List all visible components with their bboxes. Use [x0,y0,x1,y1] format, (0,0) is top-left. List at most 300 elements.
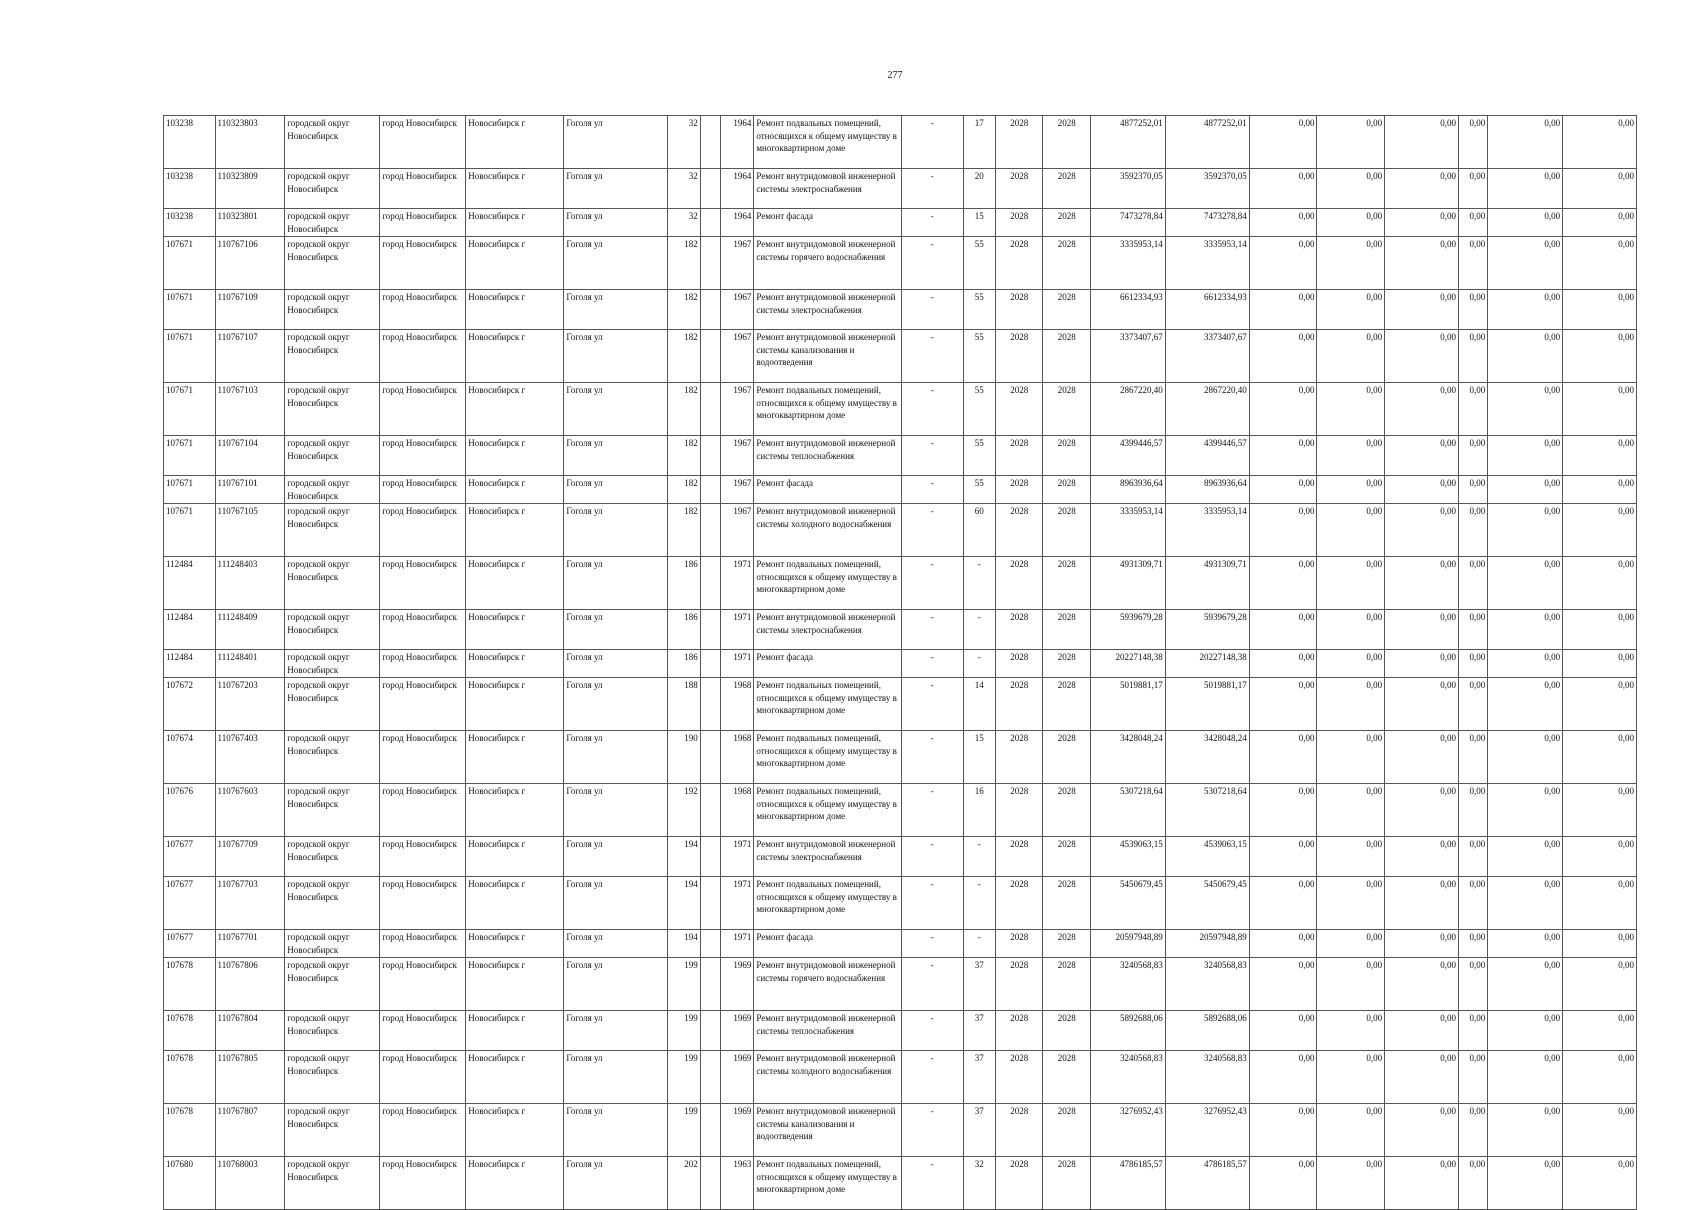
total-cost-cell: 4931309,71 [1090,557,1165,610]
cost-cell: 5892688,06 [1165,1011,1249,1051]
count-cell: - [963,650,995,678]
street-cell: Гоголя ул [564,1157,668,1210]
street-cell: Гоголя ул [564,1051,668,1104]
house-number-cell: 182 [668,290,700,330]
work-type-cell: Ремонт подвальных помещений, относящихся к общему имуществу в многоквартирном доме [754,383,902,436]
capital-repair-table [163,115,1637,1210]
blank-cell [700,650,720,678]
amount-cell: 0,00 [1249,930,1317,958]
amount-cell: 0,00 [1488,116,1563,169]
street-cell: Гоголя ул [564,290,668,330]
year-built-cell: 1964 [721,169,754,209]
street-cell: Гоголя ул [564,610,668,650]
id-cell: 107671 [164,290,216,330]
city-cell: Новосибирск г [466,1104,564,1157]
settlement-cell: город Новосибирск [380,504,466,557]
work-type-cell: Ремонт внутридомовой инженерной системы холодного водоснабжения [754,1051,902,1104]
code-cell: 110767806 [215,958,285,1011]
amount-cell: 0,00 [1385,877,1459,930]
amount-cell: 0,00 [1249,1157,1317,1210]
blank-cell [700,610,720,650]
amount-cell: 0,00 [1385,116,1459,169]
amount-cell: 0,00 [1385,650,1459,678]
amount-cell: 0,00 [1458,290,1487,330]
total-cost-cell: 5307218,64 [1090,784,1165,837]
amount-cell: 0,00 [1488,650,1563,678]
total-cost-cell: 20227148,38 [1090,650,1165,678]
district-cell: городской округ Новосибирск [285,116,380,169]
amount-cell: 0,00 [1488,877,1563,930]
dash-cell: - [901,650,963,678]
year-built-cell: 1968 [721,784,754,837]
count-cell: - [963,837,995,877]
amount-cell: 0,00 [1458,557,1487,610]
table-row [164,784,1637,837]
amount-cell: 0,00 [1249,650,1317,678]
street-cell: Гоголя ул [564,169,668,209]
amount-cell: 0,00 [1317,837,1385,877]
count-cell: 55 [963,436,995,476]
amount-cell: 0,00 [1249,383,1317,436]
settlement-cell: город Новосибирск [380,930,466,958]
cost-cell: 3592370,05 [1165,169,1249,209]
year-start-cell: 2028 [995,930,1043,958]
district-cell: городской округ Новосибирск [285,610,380,650]
house-number-cell: 186 [668,650,700,678]
house-number-cell: 182 [668,383,700,436]
amount-cell: 0,00 [1317,116,1385,169]
year-end-cell: 2028 [1043,290,1091,330]
amount-cell: 0,00 [1563,169,1637,209]
amount-cell: 0,00 [1488,610,1563,650]
amount-cell: 0,00 [1563,237,1637,290]
house-number-cell: 182 [668,476,700,504]
code-cell: 110767203 [215,678,285,731]
work-type-cell: Ремонт внутридомовой инженерной системы канализования и водоотведения [754,1104,902,1157]
dash-cell: - [901,436,963,476]
cost-cell: 3428048,24 [1165,731,1249,784]
table-row [164,290,1637,330]
house-number-cell: 182 [668,330,700,383]
dash-cell: - [901,116,963,169]
table-row [164,1011,1637,1051]
city-cell: Новосибирск г [466,731,564,784]
code-cell: 111248409 [215,610,285,650]
amount-cell: 0,00 [1563,476,1637,504]
dash-cell: - [901,1011,963,1051]
blank-cell [700,678,720,731]
cost-cell: 4877252,01 [1165,116,1249,169]
district-cell: городской округ Новосибирск [285,504,380,557]
work-type-cell: Ремонт фасада [754,209,902,237]
house-number-cell: 32 [668,169,700,209]
id-cell: 107671 [164,504,216,557]
id-cell: 107680 [164,1157,216,1210]
street-cell: Гоголя ул [564,958,668,1011]
settlement-cell: город Новосибирск [380,1051,466,1104]
year-end-cell: 2028 [1043,436,1091,476]
work-type-cell: Ремонт внутридомовой инженерной системы горячего водоснабжения [754,958,902,1011]
city-cell: Новосибирск г [466,877,564,930]
total-cost-cell: 5939679,28 [1090,610,1165,650]
amount-cell: 0,00 [1563,436,1637,476]
year-built-cell: 1971 [721,557,754,610]
code-cell: 110323801 [215,209,285,237]
table-row [164,650,1637,678]
work-type-cell: Ремонт подвальных помещений, относящихся к общему имуществу в многоквартирном доме [754,116,902,169]
total-cost-cell: 8963936,64 [1090,476,1165,504]
year-built-cell: 1969 [721,958,754,1011]
street-cell: Гоголя ул [564,1104,668,1157]
amount-cell: 0,00 [1317,330,1385,383]
amount-cell: 0,00 [1249,731,1317,784]
house-number-cell: 202 [668,1157,700,1210]
code-cell: 110767101 [215,476,285,504]
dash-cell: - [901,837,963,877]
year-end-cell: 2028 [1043,1104,1091,1157]
blank-cell [700,476,720,504]
city-cell: Новосибирск г [466,476,564,504]
id-cell: 107678 [164,1104,216,1157]
count-cell: 16 [963,784,995,837]
total-cost-cell: 4877252,01 [1090,116,1165,169]
table-row [164,877,1637,930]
count-cell: 15 [963,731,995,784]
work-type-cell: Ремонт подвальных помещений, относящихся к общему имуществу в многоквартирном доме [754,1157,902,1210]
district-cell: городской округ Новосибирск [285,837,380,877]
year-start-cell: 2028 [995,610,1043,650]
dash-cell: - [901,476,963,504]
total-cost-cell: 4399446,57 [1090,436,1165,476]
code-cell: 110323803 [215,116,285,169]
amount-cell: 0,00 [1249,678,1317,731]
street-cell: Гоголя ул [564,784,668,837]
year-built-cell: 1971 [721,930,754,958]
table-row [164,837,1637,877]
amount-cell: 0,00 [1317,1051,1385,1104]
amount-cell: 0,00 [1249,209,1317,237]
code-cell: 110767804 [215,1011,285,1051]
amount-cell: 0,00 [1317,476,1385,504]
amount-cell: 0,00 [1458,930,1487,958]
year-built-cell: 1967 [721,436,754,476]
amount-cell: 0,00 [1563,1051,1637,1104]
id-cell: 107678 [164,958,216,1011]
code-cell: 110323809 [215,169,285,209]
district-cell: городской округ Новосибирск [285,784,380,837]
year-end-cell: 2028 [1043,731,1091,784]
amount-cell: 0,00 [1385,169,1459,209]
code-cell: 110767107 [215,330,285,383]
district-cell: городской округ Новосибирск [285,930,380,958]
blank-cell [700,383,720,436]
amount-cell: 0,00 [1488,1051,1563,1104]
amount-cell: 0,00 [1385,930,1459,958]
work-type-cell: Ремонт подвальных помещений, относящихся к общему имуществу в многоквартирном доме [754,731,902,784]
amount-cell: 0,00 [1563,557,1637,610]
total-cost-cell: 5450679,45 [1090,877,1165,930]
blank-cell [700,169,720,209]
city-cell: Новосибирск г [466,383,564,436]
dash-cell: - [901,678,963,731]
blank-cell [700,290,720,330]
amount-cell: 0,00 [1317,1011,1385,1051]
settlement-cell: город Новосибирск [380,650,466,678]
amount-cell: 0,00 [1317,504,1385,557]
district-cell: городской округ Новосибирск [285,1011,380,1051]
year-start-cell: 2028 [995,476,1043,504]
total-cost-cell: 3373407,67 [1090,330,1165,383]
amount-cell: 0,00 [1563,1157,1637,1210]
year-built-cell: 1963 [721,1157,754,1210]
dash-cell: - [901,610,963,650]
id-cell: 107678 [164,1011,216,1051]
total-cost-cell: 3335953,14 [1090,237,1165,290]
amount-cell: 0,00 [1317,678,1385,731]
amount-cell: 0,00 [1249,610,1317,650]
amount-cell: 0,00 [1249,116,1317,169]
amount-cell: 0,00 [1458,436,1487,476]
id-cell: 112484 [164,610,216,650]
table-row [164,610,1637,650]
year-built-cell: 1971 [721,650,754,678]
amount-cell: 0,00 [1317,237,1385,290]
total-cost-cell: 3276952,43 [1090,1104,1165,1157]
dash-cell: - [901,930,963,958]
cost-cell: 3335953,14 [1165,504,1249,557]
amount-cell: 0,00 [1488,678,1563,731]
year-built-cell: 1968 [721,678,754,731]
amount-cell: 0,00 [1385,1157,1459,1210]
year-built-cell: 1964 [721,209,754,237]
house-number-cell: 186 [668,557,700,610]
blank-cell [700,784,720,837]
id-cell: 107676 [164,784,216,837]
work-type-cell: Ремонт подвальных помещений, относящихся к общему имуществу в многоквартирном доме [754,557,902,610]
year-start-cell: 2028 [995,877,1043,930]
code-cell: 110767703 [215,877,285,930]
count-cell: - [963,930,995,958]
year-start-cell: 2028 [995,116,1043,169]
cost-cell: 3240568,83 [1165,1051,1249,1104]
amount-cell: 0,00 [1385,557,1459,610]
table-row [164,731,1637,784]
amount-cell: 0,00 [1488,476,1563,504]
amount-cell: 0,00 [1385,1011,1459,1051]
district-cell: городской округ Новосибирск [285,1104,380,1157]
dash-cell: - [901,290,963,330]
house-number-cell: 182 [668,237,700,290]
settlement-cell: город Новосибирск [380,678,466,731]
amount-cell: 0,00 [1563,784,1637,837]
city-cell: Новосибирск г [466,116,564,169]
amount-cell: 0,00 [1458,169,1487,209]
house-number-cell: 194 [668,877,700,930]
code-cell: 111248401 [215,650,285,678]
city-cell: Новосибирск г [466,169,564,209]
year-start-cell: 2028 [995,436,1043,476]
work-type-cell: Ремонт внутридомовой инженерной системы электроснабжения [754,610,902,650]
district-cell: городской округ Новосибирск [285,209,380,237]
total-cost-cell: 3428048,24 [1090,731,1165,784]
district-cell: городской округ Новосибирск [285,169,380,209]
street-cell: Гоголя ул [564,383,668,436]
year-start-cell: 2028 [995,209,1043,237]
blank-cell [700,1011,720,1051]
amount-cell: 0,00 [1488,504,1563,557]
house-number-cell: 199 [668,1104,700,1157]
dash-cell: - [901,557,963,610]
cost-cell: 7473278,84 [1165,209,1249,237]
code-cell: 110767109 [215,290,285,330]
house-number-cell: 192 [668,784,700,837]
id-cell: 107672 [164,678,216,731]
amount-cell: 0,00 [1249,877,1317,930]
year-built-cell: 1969 [721,1104,754,1157]
amount-cell: 0,00 [1488,837,1563,877]
amount-cell: 0,00 [1488,1011,1563,1051]
settlement-cell: город Новосибирск [380,237,466,290]
id-cell: 107671 [164,476,216,504]
total-cost-cell: 5892688,06 [1090,1011,1165,1051]
amount-cell: 0,00 [1458,958,1487,1011]
amount-cell: 0,00 [1488,958,1563,1011]
code-cell: 110767103 [215,383,285,436]
amount-cell: 0,00 [1488,436,1563,476]
year-end-cell: 2028 [1043,877,1091,930]
settlement-cell: город Новосибирск [380,731,466,784]
amount-cell: 0,00 [1488,330,1563,383]
count-cell: 37 [963,1051,995,1104]
blank-cell [700,1051,720,1104]
district-cell: городской округ Новосибирск [285,476,380,504]
settlement-cell: город Новосибирск [380,610,466,650]
amount-cell: 0,00 [1563,116,1637,169]
city-cell: Новосибирск г [466,209,564,237]
amount-cell: 0,00 [1249,330,1317,383]
settlement-cell: город Новосибирск [380,837,466,877]
settlement-cell: город Новосибирск [380,209,466,237]
district-cell: городской округ Новосибирск [285,731,380,784]
amount-cell: 0,00 [1249,958,1317,1011]
amount-cell: 0,00 [1458,784,1487,837]
total-cost-cell: 3240568,83 [1090,958,1165,1011]
cost-cell: 3373407,67 [1165,330,1249,383]
blank-cell [700,504,720,557]
amount-cell: 0,00 [1458,237,1487,290]
total-cost-cell: 2867220,40 [1090,383,1165,436]
amount-cell: 0,00 [1317,1157,1385,1210]
amount-cell: 0,00 [1563,1104,1637,1157]
street-cell: Гоголя ул [564,209,668,237]
amount-cell: 0,00 [1317,877,1385,930]
district-cell: городской округ Новосибирск [285,1051,380,1104]
count-cell: - [963,877,995,930]
city-cell: Новосибирск г [466,784,564,837]
year-built-cell: 1967 [721,383,754,436]
total-cost-cell: 3592370,05 [1090,169,1165,209]
cost-cell: 5939679,28 [1165,610,1249,650]
house-number-cell: 32 [668,116,700,169]
amount-cell: 0,00 [1458,650,1487,678]
house-number-cell: 194 [668,837,700,877]
amount-cell: 0,00 [1458,837,1487,877]
amount-cell: 0,00 [1317,169,1385,209]
year-start-cell: 2028 [995,330,1043,383]
year-start-cell: 2028 [995,1157,1043,1210]
street-cell: Гоголя ул [564,1011,668,1051]
year-start-cell: 2028 [995,678,1043,731]
count-cell: 55 [963,330,995,383]
count-cell: 17 [963,116,995,169]
count-cell: 14 [963,678,995,731]
blank-cell [700,330,720,383]
id-cell: 107677 [164,837,216,877]
amount-cell: 0,00 [1385,436,1459,476]
dash-cell: - [901,504,963,557]
district-cell: городской округ Новосибирск [285,958,380,1011]
cost-cell: 3276952,43 [1165,1104,1249,1157]
work-type-cell: Ремонт внутридомовой инженерной системы теплоснабжения [754,436,902,476]
total-cost-cell: 3240568,83 [1090,1051,1165,1104]
amount-cell: 0,00 [1317,290,1385,330]
year-end-cell: 2028 [1043,237,1091,290]
street-cell: Гоголя ул [564,237,668,290]
page-number: 277 [887,70,903,81]
table-row [164,557,1637,610]
amount-cell: 0,00 [1563,610,1637,650]
street-cell: Гоголя ул [564,476,668,504]
year-end-cell: 2028 [1043,1051,1091,1104]
amount-cell: 0,00 [1488,1157,1563,1210]
year-built-cell: 1967 [721,504,754,557]
city-cell: Новосибирск г [466,930,564,958]
amount-cell: 0,00 [1385,958,1459,1011]
amount-cell: 0,00 [1385,476,1459,504]
table-row [164,476,1637,504]
cost-cell: 4399446,57 [1165,436,1249,476]
district-cell: городской округ Новосибирск [285,678,380,731]
amount-cell: 0,00 [1563,877,1637,930]
id-cell: 107678 [164,1051,216,1104]
table-row [164,237,1637,290]
street-cell: Гоголя ул [564,330,668,383]
cost-cell: 5450679,45 [1165,877,1249,930]
work-type-cell: Ремонт внутридомовой инженерной системы канализования и водоотведения [754,330,902,383]
amount-cell: 0,00 [1385,237,1459,290]
table-row [164,504,1637,557]
amount-cell: 0,00 [1458,610,1487,650]
year-built-cell: 1969 [721,1011,754,1051]
city-cell: Новосибирск г [466,557,564,610]
blank-cell [700,1157,720,1210]
total-cost-cell: 4786185,57 [1090,1157,1165,1210]
amount-cell: 0,00 [1385,678,1459,731]
city-cell: Новосибирск г [466,1051,564,1104]
table-row [164,169,1637,209]
count-cell: 20 [963,169,995,209]
table-row [164,436,1637,476]
amount-cell: 0,00 [1385,837,1459,877]
id-cell: 107671 [164,330,216,383]
amount-cell: 0,00 [1488,784,1563,837]
amount-cell: 0,00 [1385,330,1459,383]
year-start-cell: 2028 [995,169,1043,209]
amount-cell: 0,00 [1488,930,1563,958]
work-type-cell: Ремонт внутридомовой инженерной системы электроснабжения [754,837,902,877]
amount-cell: 0,00 [1317,958,1385,1011]
house-number-cell: 32 [668,209,700,237]
